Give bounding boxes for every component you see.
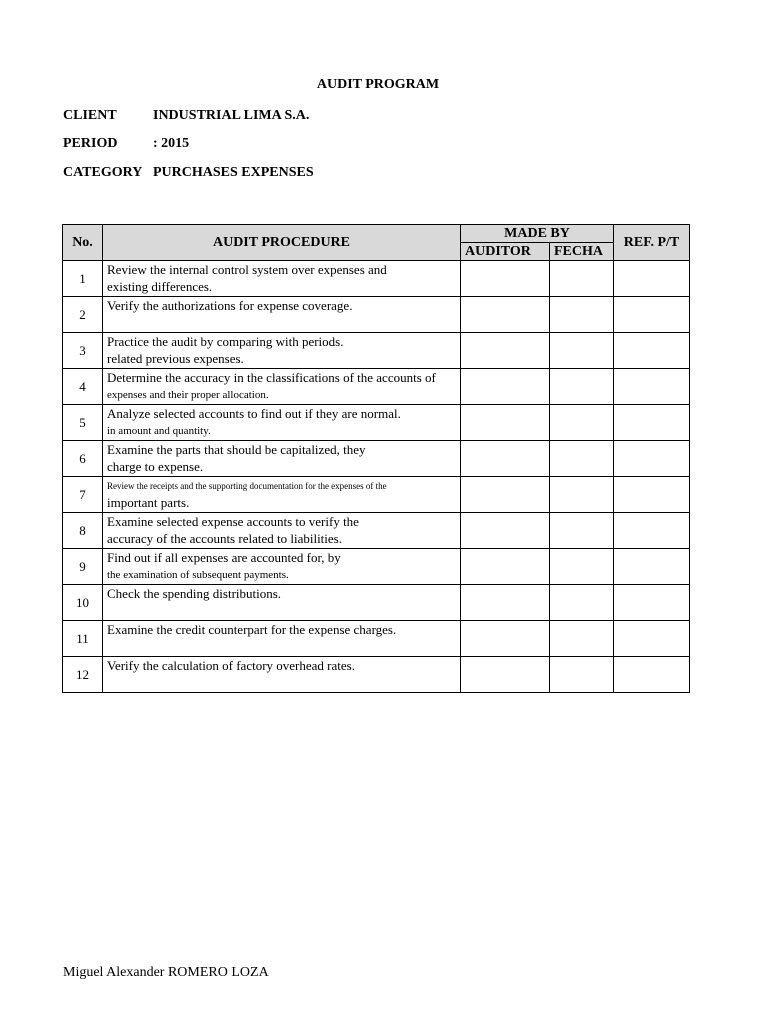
procedure-cell bbox=[103, 369, 461, 405]
row-number: 6 bbox=[63, 441, 103, 477]
ref-cell bbox=[614, 621, 690, 657]
auditor-cell bbox=[461, 369, 550, 405]
table-row bbox=[63, 585, 690, 621]
page-title: AUDIT PROGRAM bbox=[316, 77, 440, 92]
table-row bbox=[63, 549, 690, 585]
audit-procedure-table bbox=[62, 224, 690, 693]
ref-cell bbox=[614, 405, 690, 441]
category-label: CATEGORY bbox=[63, 165, 143, 180]
procedure-line: Check the spending distributions. bbox=[107, 586, 282, 601]
procedure-line: existing differences. bbox=[107, 278, 213, 294]
table-row bbox=[63, 441, 690, 477]
auditor-cell bbox=[461, 549, 550, 585]
category-value: PURCHASES EXPENSES bbox=[153, 165, 314, 180]
fecha-cell bbox=[550, 261, 614, 297]
row-number: 8 bbox=[63, 513, 103, 549]
procedure-cell bbox=[103, 441, 461, 477]
auditor-cell bbox=[461, 333, 550, 369]
auditor-cell bbox=[461, 657, 550, 693]
ref-cell bbox=[614, 333, 690, 369]
procedure-cell bbox=[103, 333, 461, 369]
table-row bbox=[63, 261, 690, 297]
row-number: 1 bbox=[63, 261, 103, 297]
ref-cell bbox=[614, 261, 690, 297]
header-no: No. bbox=[63, 225, 103, 261]
auditor-cell bbox=[461, 261, 550, 297]
procedure-line: important parts. bbox=[107, 494, 190, 510]
row-number: 4 bbox=[63, 369, 103, 405]
procedure-line: expenses and their proper allocation. bbox=[107, 388, 269, 401]
row-number: 2 bbox=[63, 297, 103, 333]
header-audit-procedure: AUDIT PROCEDURE bbox=[103, 225, 461, 261]
procedure-cell bbox=[103, 621, 461, 657]
procedure-line: Review the internal control system over expenses and bbox=[107, 262, 387, 277]
fecha-cell bbox=[550, 405, 614, 441]
fecha-cell bbox=[550, 585, 614, 621]
fecha-cell bbox=[550, 297, 614, 333]
auditor-cell bbox=[461, 585, 550, 621]
procedure-cell bbox=[103, 585, 461, 621]
auditor-cell bbox=[461, 405, 550, 441]
auditor-cell bbox=[461, 477, 550, 513]
table-row bbox=[63, 333, 690, 369]
ref-cell bbox=[614, 477, 690, 513]
row-number: 9 bbox=[63, 549, 103, 585]
fecha-cell bbox=[550, 513, 614, 549]
auditor-cell bbox=[461, 297, 550, 333]
fecha-cell bbox=[550, 333, 614, 369]
procedure-line: Review the receipts and the supporting documentation for the expenses of the bbox=[107, 481, 387, 491]
fecha-cell bbox=[550, 621, 614, 657]
ref-cell bbox=[614, 585, 690, 621]
table-row bbox=[63, 477, 690, 513]
procedure-line: Analyze selected accounts to find out if they are normal. bbox=[107, 406, 401, 421]
procedure-line: Verify the authorizations for expense coverage. bbox=[107, 298, 353, 313]
ref-cell bbox=[614, 549, 690, 585]
procedure-cell bbox=[103, 657, 461, 693]
row-number: 3 bbox=[63, 333, 103, 369]
table-row bbox=[63, 297, 690, 333]
ref-cell bbox=[614, 441, 690, 477]
procedure-line: charge to expense. bbox=[107, 458, 204, 474]
procedure-line: Examine selected expense accounts to verify the bbox=[107, 514, 359, 529]
procedure-cell bbox=[103, 477, 461, 513]
procedure-cell bbox=[103, 261, 461, 297]
row-number: 7 bbox=[63, 477, 103, 513]
auditor-cell bbox=[461, 441, 550, 477]
procedure-line: Examine the parts that should be capitalized, they bbox=[107, 442, 366, 457]
header-auditor: AUDITOR bbox=[461, 243, 550, 261]
procedure-line: accuracy of the accounts related to liabilities. bbox=[107, 530, 342, 546]
ref-cell bbox=[614, 297, 690, 333]
procedure-line: the examination of subsequent payments. bbox=[107, 568, 289, 581]
procedure-line: Verify the calculation of factory overhead rates. bbox=[107, 658, 355, 673]
table-row bbox=[63, 405, 690, 441]
header-made-by: MADE BY bbox=[461, 225, 614, 243]
author-name: Miguel Alexander ROMERO LOZA bbox=[63, 965, 269, 980]
period-label: PERIOD bbox=[63, 136, 118, 151]
row-number: 12 bbox=[63, 657, 103, 693]
procedure-line: Examine the credit counterpart for the expense charges. bbox=[107, 622, 397, 637]
period-value: : 2015 bbox=[153, 136, 190, 151]
row-number: 10 bbox=[63, 585, 103, 621]
fecha-cell bbox=[550, 441, 614, 477]
fecha-cell bbox=[550, 657, 614, 693]
ref-cell bbox=[614, 513, 690, 549]
row-number: 5 bbox=[63, 405, 103, 441]
row-number: 11 bbox=[63, 621, 103, 657]
auditor-cell bbox=[461, 621, 550, 657]
procedure-line: related previous expenses. bbox=[107, 350, 244, 366]
procedure-cell bbox=[103, 405, 461, 441]
procedure-cell bbox=[103, 297, 461, 333]
client-label: CLIENT bbox=[63, 108, 117, 123]
header-fecha: FECHA bbox=[550, 243, 614, 261]
procedure-cell bbox=[103, 549, 461, 585]
ref-cell bbox=[614, 369, 690, 405]
procedure-line: in amount and quantity. bbox=[107, 424, 211, 437]
fecha-cell bbox=[550, 549, 614, 585]
procedure-line: Determine the accuracy in the classifications of the accounts of bbox=[107, 370, 436, 385]
ref-cell bbox=[614, 657, 690, 693]
procedure-line: Practice the audit by comparing with periods. bbox=[107, 334, 344, 349]
table-row bbox=[63, 513, 690, 549]
auditor-cell bbox=[461, 513, 550, 549]
procedure-line: Find out if all expenses are accounted for, by bbox=[107, 550, 341, 565]
table-row bbox=[63, 621, 690, 657]
client-value: INDUSTRIAL LIMA S.A. bbox=[153, 108, 310, 123]
table-row bbox=[63, 657, 690, 693]
procedure-cell bbox=[103, 513, 461, 549]
fecha-cell bbox=[550, 369, 614, 405]
table-row bbox=[63, 369, 690, 405]
fecha-cell bbox=[550, 477, 614, 513]
header-ref-pt: REF. P/T bbox=[614, 225, 690, 261]
